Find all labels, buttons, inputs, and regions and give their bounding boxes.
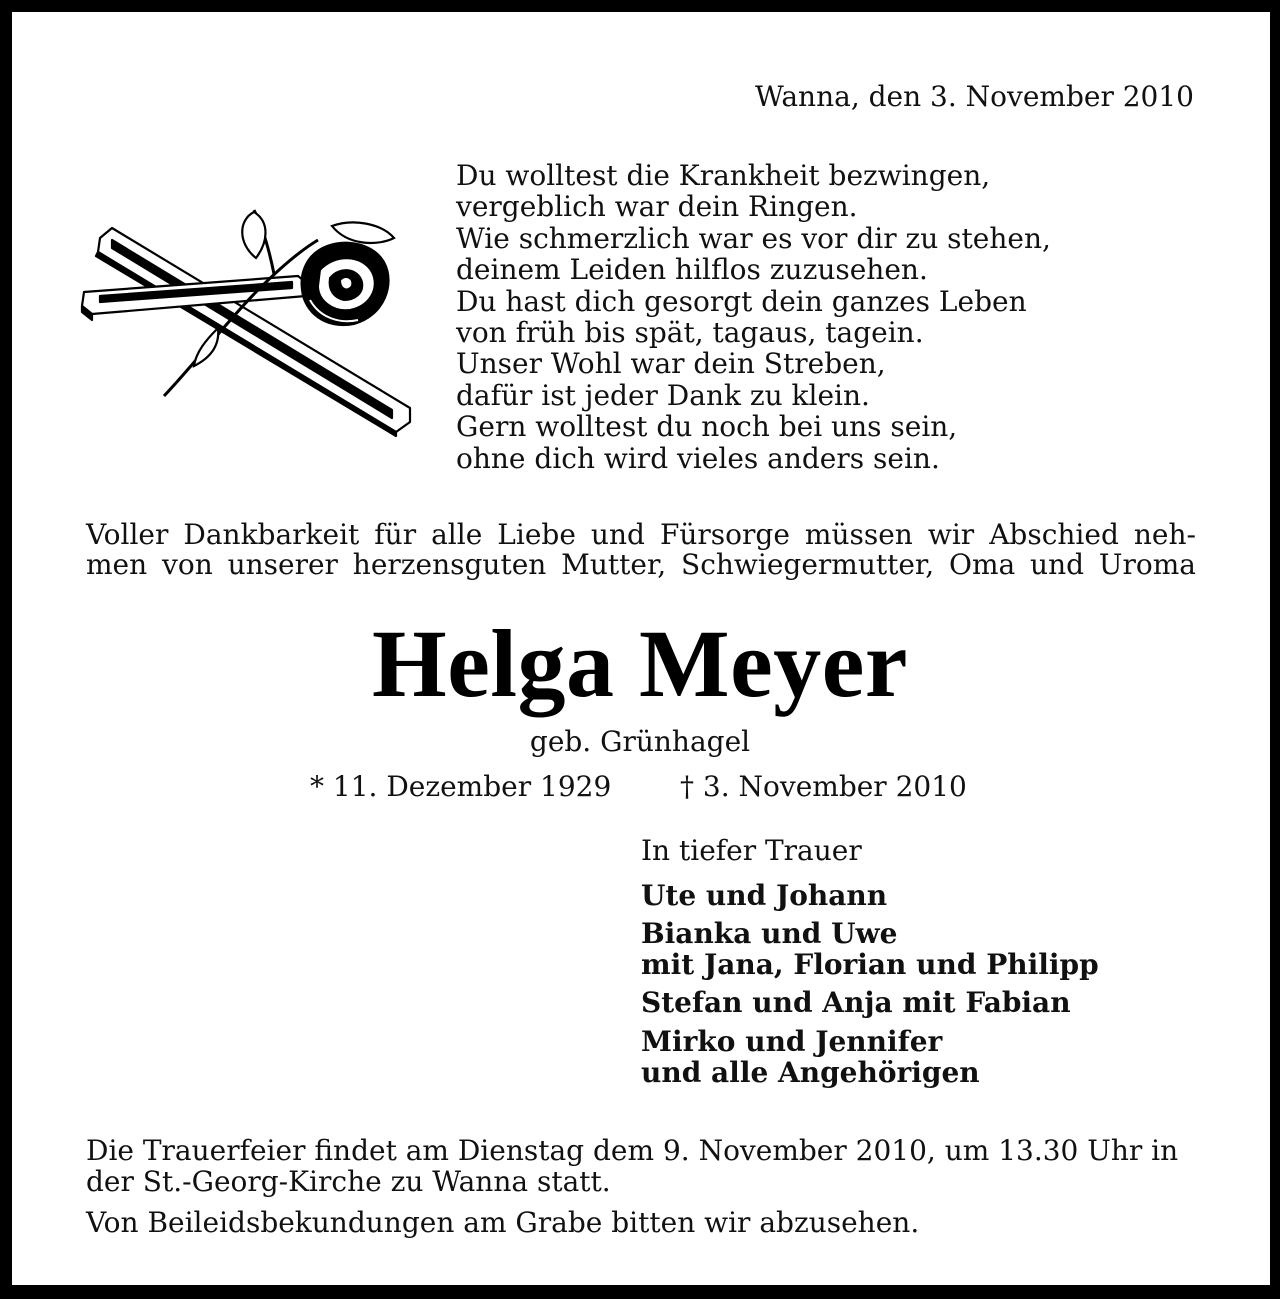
poem-line: Gern wolltest du noch bei uns sein,	[456, 410, 958, 444]
mourner-group	[641, 1026, 980, 1088]
poem-line: Du wolltest die Krankheit bezwingen,	[456, 159, 991, 192]
mourner-line: Bianka und Uwe	[641, 917, 898, 950]
cross-with-rose-icon	[78, 200, 418, 450]
poem-line: Du hast dich gesorgt dein ganzes Leben	[456, 284, 1027, 318]
mourner-line: Ute und Johann	[641, 879, 888, 912]
mourning-heading: In tiefer Trauer	[641, 834, 862, 867]
birth-date: * 11. Dezember 1929	[310, 770, 612, 803]
mourner-group	[641, 918, 1099, 980]
intro-line: Voller Dankbarkeit für alle Liebe und Fürsorge müssen wir Abschied neh-	[86, 518, 1196, 551]
mourner-line: Mirko und Jennifer	[641, 1025, 943, 1058]
poem-line: ohne dich wird vieles anders sein.	[456, 441, 940, 475]
condolences-note: Von Beileidsbekundungen am Grabe bitten wir abzusehen.	[86, 1206, 920, 1239]
poem-line: Unser Wohl war dein Streben,	[456, 347, 886, 381]
mourner-group	[641, 987, 1071, 1018]
poem-line: deinem Leiden hilflos zuzusehen.	[456, 253, 928, 287]
mourner-line: Stefan und Anja mit Fabian	[641, 986, 1071, 1019]
intro-line: men von unserer herzensguten Mutter, Schwiegermutter, Oma und Uroma	[86, 548, 1196, 581]
poem-line: Wie schmerzlich war es vor dir zu stehen,	[456, 221, 1051, 255]
mourner-line: und alle Angehörigen	[641, 1056, 980, 1089]
maiden-name: geb. Grünhagel	[529, 725, 751, 758]
poem	[456, 160, 1051, 474]
mourner-line: mit Jana, Florian und Philipp	[641, 948, 1099, 981]
mourner-group	[641, 880, 887, 911]
death-date: † 3. November 2010	[680, 770, 967, 803]
poem-line: von früh bis spät, tagaus, tagein.	[456, 316, 924, 350]
funeral-line: der St.-Georg-Kirche zu Wanna statt.	[86, 1165, 611, 1198]
poem-line: dafür ist jeder Dank zu klein.	[456, 378, 870, 412]
farewell-intro	[86, 520, 1196, 580]
deceased-name: Helga Meyer	[372, 610, 908, 717]
place-date: Wanna, den 3. November 2010	[755, 80, 1194, 113]
poem-line: vergeblich war dein Ringen.	[456, 190, 858, 224]
funeral-notice	[86, 1135, 1178, 1197]
funeral-line: Die Trauerfeier findet am Dienstag dem 9. November 2010, um 13.30 Uhr in	[86, 1134, 1179, 1167]
